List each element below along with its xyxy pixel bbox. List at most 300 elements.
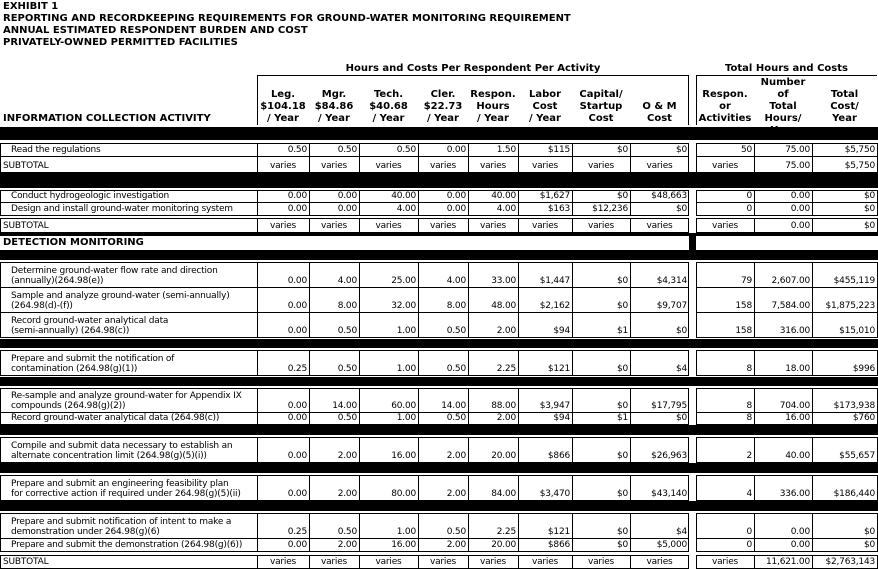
section-title-detection-monitoring: DETECTION MONITORING [3, 237, 144, 248]
activity-label-line: SUBTOTAL [3, 557, 49, 567]
value-cell: 0.00 [287, 451, 307, 461]
value-cell: 1.00 [396, 326, 416, 336]
value-cell: 16.00 [391, 451, 416, 461]
value-cell: $5,750 [844, 161, 875, 171]
value-cell: $94 [553, 326, 570, 336]
value-cell: varies [646, 161, 673, 171]
value-cell: $0 [616, 540, 628, 550]
column-header-line: Number of [760, 77, 806, 100]
value-cell: $2,763,143 [825, 557, 875, 567]
table-row [0, 312, 878, 337]
value-cell: 11,621.00 [765, 557, 810, 567]
activity-label-line: Determine ground-water flow rate and direction [11, 266, 218, 276]
value-cell: varies [646, 221, 673, 231]
value-cell: 0.00 [287, 204, 307, 214]
value-cell: 0.00 [790, 527, 810, 537]
value-cell: $0 [863, 204, 875, 214]
value-cell: 0.50 [446, 413, 466, 423]
value-cell: $1,447 [539, 276, 570, 286]
value-cell: $15,010 [839, 326, 875, 336]
cell-divider [257, 262, 258, 288]
value-cell: varies [479, 557, 507, 567]
cell-divider [754, 202, 755, 216]
value-cell: $163 [547, 204, 570, 214]
column-header-line: Cost [647, 113, 672, 124]
value-cell: 8 [746, 413, 752, 423]
cell-divider [257, 350, 258, 376]
value-cell: $4 [675, 527, 687, 537]
value-cell: $0 [675, 326, 687, 336]
value-cell: 0.00 [337, 204, 357, 214]
value-cell: varies [711, 557, 739, 567]
value-cell: varies [375, 557, 402, 567]
group-rule [257, 75, 689, 76]
cell-divider [257, 555, 258, 569]
table-row [0, 202, 878, 215]
value-cell: 0 [746, 540, 752, 550]
value-cell: 33.00 [491, 276, 516, 286]
table-row [0, 538, 878, 551]
value-cell: 0.50 [337, 145, 357, 155]
value-cell: 0.00 [790, 221, 810, 231]
column-header-line: or [719, 101, 731, 112]
value-cell: 316.00 [779, 326, 810, 336]
column-header-line: Total [830, 89, 859, 100]
value-cell: 2.00 [446, 540, 466, 550]
value-cell: $94 [553, 413, 570, 423]
value-cell: varies [375, 221, 402, 231]
subtotal-row [0, 156, 878, 172]
value-cell: $866 [547, 540, 570, 550]
column-header-line: Tech. [373, 89, 404, 100]
value-cell: 0.50 [396, 145, 416, 155]
value-cell: $26,963 [651, 451, 687, 461]
activity-label-line: Design and install ground-water monitoring system [11, 204, 233, 214]
table-row [0, 437, 878, 462]
activity-label-line: contamination (264.98(g)(1)) [11, 364, 138, 374]
value-cell: $0 [863, 540, 875, 550]
value-cell: varies [531, 557, 559, 567]
value-cell: varies [320, 161, 348, 171]
value-cell: $0 [616, 145, 628, 155]
column-header-line: / Year [267, 113, 299, 124]
column-header-line: Respon. [702, 89, 748, 100]
cell-divider [754, 513, 755, 539]
cell-divider [257, 202, 258, 216]
value-cell: varies [269, 161, 297, 171]
value-cell: $0 [616, 451, 628, 461]
value-cell: 16.00 [391, 540, 416, 550]
column-header-line: Startup [579, 101, 623, 112]
value-cell: 4.00 [446, 276, 466, 286]
cell-divider [754, 475, 755, 501]
column-header-line: / Year [372, 113, 405, 124]
column-header-line: / Year [318, 113, 350, 124]
section-band [0, 501, 878, 511]
cell-divider [257, 388, 258, 413]
value-cell: $1 [616, 413, 628, 423]
column-header [630, 101, 689, 125]
value-cell: $0 [675, 204, 687, 214]
section-band [0, 127, 878, 140]
value-cell: 0.00 [337, 191, 357, 201]
column-header-line: $22.73 [423, 101, 463, 112]
activity-label-line: Re-sample and analyze ground-water for Appendix IX [11, 391, 242, 401]
value-cell: 2.25 [496, 364, 516, 374]
value-cell: 0.25 [287, 527, 307, 537]
subtotal-row [0, 218, 878, 232]
value-cell: 2.00 [446, 451, 466, 461]
value-cell: 0.50 [337, 413, 357, 423]
value-cell: 0.00 [287, 276, 307, 286]
value-cell: $3,947 [539, 401, 570, 411]
section-header-row [696, 236, 878, 250]
value-cell: varies [531, 221, 559, 231]
table-row [0, 143, 878, 156]
value-cell: $0 [616, 364, 628, 374]
value-cell: $9,707 [656, 301, 687, 311]
value-cell: 14.00 [332, 401, 357, 411]
value-cell: 48.00 [491, 301, 516, 311]
column-header-line: $40.68 [369, 101, 408, 112]
cell-divider [257, 412, 258, 425]
value-cell: 4.00 [396, 204, 416, 214]
title-line: EXHIBIT 1 [3, 1, 59, 12]
column-header-line: Capital/ [579, 89, 623, 100]
value-cell: 32.00 [391, 301, 416, 311]
cell-divider [754, 388, 755, 413]
value-cell: 0.00 [287, 326, 307, 336]
value-cell: 2.00 [337, 451, 357, 461]
value-cell: 8 [746, 401, 752, 411]
value-cell: $0 [616, 401, 628, 411]
value-cell: 0.00 [287, 540, 307, 550]
value-cell: 2.00 [337, 540, 357, 550]
cell-divider [754, 437, 755, 463]
column-header-line: Cost [532, 101, 558, 112]
value-cell: varies [479, 221, 507, 231]
column-header-line: $84.86 [314, 101, 354, 112]
cell-divider [257, 156, 258, 173]
value-cell: 18.00 [785, 364, 810, 374]
value-cell: 88.00 [491, 401, 516, 411]
value-cell: 1.50 [496, 145, 516, 155]
column-header [257, 89, 309, 125]
value-cell: varies [711, 221, 739, 231]
value-cell: varies [320, 557, 348, 567]
activity-label-line: Sample and analyze ground-water (semi-annually) [11, 291, 230, 301]
value-cell: 158 [735, 301, 752, 311]
cell-divider [257, 143, 258, 157]
cell-divider [754, 312, 755, 338]
value-cell: 0.00 [287, 301, 307, 311]
value-cell: 0.50 [337, 364, 357, 374]
column-header [696, 89, 754, 125]
value-cell: 8 [746, 364, 752, 374]
column-header [572, 89, 630, 125]
value-cell: 50 [740, 145, 752, 155]
value-cell: 0.00 [287, 489, 307, 499]
value-cell: 0.50 [287, 145, 307, 155]
value-cell: 16.00 [785, 413, 810, 423]
column-header-line: Respon. [470, 89, 516, 100]
group-header-per-respondent: Hours and Costs Per Respondent Per Activity [345, 63, 601, 74]
value-cell: varies [479, 161, 507, 171]
column-header [418, 89, 468, 125]
value-cell: 8.00 [446, 301, 466, 311]
activity-label-line: Read the regulations [11, 145, 101, 155]
value-cell: 158 [735, 326, 752, 336]
value-cell: 0 [746, 191, 752, 201]
activity-label-line: (264.98(d)-(f)) [11, 301, 73, 311]
value-cell: 75.00 [785, 145, 810, 155]
table-row [0, 513, 878, 538]
column-header-line: Cost [588, 113, 614, 124]
activity-label-line: for corrective action if required under 264.98(g)(5)(ii) [11, 489, 241, 499]
table-row [0, 350, 878, 375]
group-header-totals: Total Hours and Costs [725, 63, 848, 74]
column-header-line: Cler. [430, 89, 456, 100]
activity-label-line: alternate concentration limit (264.98(g)(5)(i)) [11, 451, 207, 461]
activity-label-line: Record ground-water analytical data [11, 316, 169, 326]
activity-label-line: Conduct hydrogeologic investigation [11, 191, 170, 201]
section-band [0, 339, 878, 348]
table-row [0, 412, 878, 424]
value-cell: $455,119 [833, 276, 875, 286]
value-cell: $2,162 [539, 301, 570, 311]
column-header-line: O & M [642, 101, 677, 112]
activity-label-line: Record ground-water analytical data (264.98(c)) [11, 413, 220, 423]
cell-divider [257, 287, 258, 313]
value-cell: varies [429, 221, 457, 231]
section-band [0, 425, 878, 435]
value-cell: $17,795 [651, 401, 687, 411]
value-cell: 1.00 [396, 364, 416, 374]
column-header [359, 89, 418, 125]
cell-divider [754, 350, 755, 376]
value-cell: $0 [863, 221, 875, 231]
value-cell: varies [711, 161, 739, 171]
section-band [0, 172, 878, 188]
cell-divider [754, 538, 755, 552]
cell-divider [257, 312, 258, 338]
title-line: ANNUAL ESTIMATED RESPONDENT BURDEN AND COST [3, 25, 308, 36]
value-cell: 2.00 [496, 326, 516, 336]
column-header-line: Labor [528, 89, 562, 100]
section-band [0, 377, 878, 386]
activity-label-line: (annually)(264.98(e)) [11, 276, 104, 286]
value-cell: $55,657 [839, 451, 875, 461]
value-cell: varies [587, 221, 615, 231]
activity-label-line: SUBTOTAL [3, 221, 49, 231]
value-cell: 2.25 [496, 527, 516, 537]
value-cell: 0.00 [287, 413, 307, 423]
column-header-line: $104.18 [260, 101, 306, 112]
column-header [468, 89, 518, 125]
column-header-line: Cost/ [830, 101, 859, 112]
value-cell: 0.00 [790, 191, 810, 201]
value-cell: $1,627 [539, 191, 570, 201]
column-header-line: Hours [476, 101, 510, 112]
value-cell: 0 [746, 204, 752, 214]
value-cell: $0 [675, 145, 687, 155]
value-cell: 40.00 [491, 191, 516, 201]
value-cell: 60.00 [391, 401, 416, 411]
value-cell: varies [320, 221, 348, 231]
column-header-line: Year [832, 113, 857, 124]
value-cell: $0 [616, 527, 628, 537]
value-cell: 40.00 [391, 191, 416, 201]
value-cell: $5,750 [844, 145, 875, 155]
value-cell: $43,140 [651, 489, 687, 499]
value-cell: $4 [675, 364, 687, 374]
value-cell: $121 [547, 527, 570, 537]
activity-column-header: INFORMATION COLLECTION ACTIVITY [3, 113, 211, 124]
subtotal-row [0, 555, 878, 568]
value-cell: 40.00 [785, 451, 810, 461]
value-cell: 84.00 [491, 489, 516, 499]
column-header [518, 89, 572, 125]
value-cell: 0.50 [337, 527, 357, 537]
cell-divider [257, 513, 258, 539]
activity-label-line: compounds (264.98(g)(2)) [11, 401, 126, 411]
value-cell: 0.00 [446, 204, 466, 214]
value-cell: 0 [746, 527, 752, 537]
value-cell: 0.00 [287, 401, 307, 411]
value-cell: $0 [675, 413, 687, 423]
value-cell: 1.00 [396, 527, 416, 537]
section-band [0, 250, 878, 260]
cell-divider [754, 156, 755, 173]
value-cell: 20.00 [491, 451, 516, 461]
column-header-line: Leg. [270, 89, 296, 100]
value-cell: $760 [852, 413, 875, 423]
cell-divider [754, 143, 755, 157]
table-row [0, 262, 878, 287]
value-cell: $173,938 [833, 401, 875, 411]
value-cell: 75.00 [785, 161, 810, 171]
value-cell: 1.00 [396, 413, 416, 423]
activity-label-line: Prepare and submit the demonstration (264.98(g)(6)) [11, 540, 243, 550]
activity-label-line: Prepare and submit an engineering feasibility plan [11, 479, 229, 489]
value-cell: $12,236 [592, 204, 628, 214]
value-cell: 0.00 [446, 191, 466, 201]
activity-label-line: SUBTOTAL [3, 161, 49, 171]
value-cell: $0 [616, 191, 628, 201]
column-header-line: Hours/ [764, 113, 802, 124]
value-cell: $0 [616, 301, 628, 311]
value-cell: 2.00 [446, 489, 466, 499]
column-header [812, 89, 877, 125]
activity-label-line: demonstration under 264.98(g)(6) [11, 527, 160, 537]
column-header-line: Activities [698, 113, 752, 124]
value-cell: $4,314 [656, 276, 687, 286]
value-cell: varies [269, 557, 297, 567]
activity-label-line: Compile and submit data necessary to establish an [11, 441, 233, 451]
group-rule [696, 75, 877, 76]
table-row [0, 475, 878, 500]
activity-label-line: Prepare and submit notification of intent to make a [11, 517, 232, 527]
activity-label-line: (semi-annually) (264.98(c)) [11, 326, 130, 336]
value-cell: varies [646, 557, 673, 567]
value-cell: 336.00 [779, 489, 810, 499]
value-cell: 2 [746, 451, 752, 461]
value-cell: varies [429, 161, 457, 171]
value-cell: 0.50 [446, 326, 466, 336]
value-cell: 7,584.00 [771, 301, 810, 311]
value-cell: 4.00 [496, 204, 516, 214]
value-cell: 4.00 [337, 276, 357, 286]
value-cell: $996 [852, 364, 875, 374]
value-cell: 2,607.00 [771, 276, 810, 286]
value-cell: 0.00 [446, 145, 466, 155]
cell-divider [257, 475, 258, 501]
value-cell: varies [587, 557, 615, 567]
cell-divider [754, 412, 755, 425]
value-cell: varies [531, 161, 559, 171]
value-cell: $115 [547, 145, 570, 155]
title-line: PRIVATELY-OWNED PERMITTED FACILITIES [3, 37, 238, 48]
value-cell: 8.00 [337, 301, 357, 311]
value-cell: varies [375, 161, 402, 171]
value-cell: 0.00 [790, 204, 810, 214]
value-cell: $1,875,223 [825, 301, 875, 311]
value-cell: $0 [863, 191, 875, 201]
value-cell: $121 [547, 364, 570, 374]
value-cell: varies [269, 221, 297, 231]
activity-label-line: Prepare and submit the notification of [11, 354, 175, 364]
table-row [0, 388, 878, 412]
value-cell: 79 [740, 276, 752, 286]
cell-divider [754, 555, 755, 569]
value-cell: 0.50 [446, 527, 466, 537]
section-band [0, 463, 878, 473]
value-cell: varies [429, 557, 457, 567]
value-cell: 80.00 [391, 489, 416, 499]
value-cell: 4 [746, 489, 752, 499]
value-cell: $0 [863, 527, 875, 537]
value-cell: 704.00 [779, 401, 810, 411]
value-cell: $186,440 [833, 489, 875, 499]
cell-divider [754, 287, 755, 313]
cell-divider [257, 437, 258, 463]
value-cell: $0 [616, 489, 628, 499]
value-cell: $0 [616, 276, 628, 286]
value-cell: $1 [616, 326, 628, 336]
value-cell: 0.50 [446, 364, 466, 374]
cell-divider [754, 218, 755, 233]
column-header-line: / Year [529, 113, 561, 124]
value-cell: 0.25 [287, 364, 307, 374]
title-line: REPORTING AND RECORDKEEPING REQUIREMENTS FOR GROUND-WATER MONITORING REQUIREMENT [3, 13, 571, 24]
value-cell: $48,663 [651, 191, 687, 201]
value-cell: 14.00 [441, 401, 466, 411]
value-cell: 0.00 [287, 191, 307, 201]
cell-divider [257, 538, 258, 552]
column-header-line: / Year [477, 113, 509, 124]
column-header-line: Total [769, 101, 797, 112]
value-cell: 20.00 [491, 540, 516, 550]
value-cell: 2.00 [496, 413, 516, 423]
table-row [0, 190, 878, 202]
cell-divider [257, 218, 258, 233]
value-cell: $5,000 [656, 540, 687, 550]
column-header [309, 89, 359, 125]
value-cell: 2.00 [337, 489, 357, 499]
cell-divider [754, 262, 755, 288]
value-cell: $866 [547, 451, 570, 461]
value-cell: $3,470 [539, 489, 570, 499]
